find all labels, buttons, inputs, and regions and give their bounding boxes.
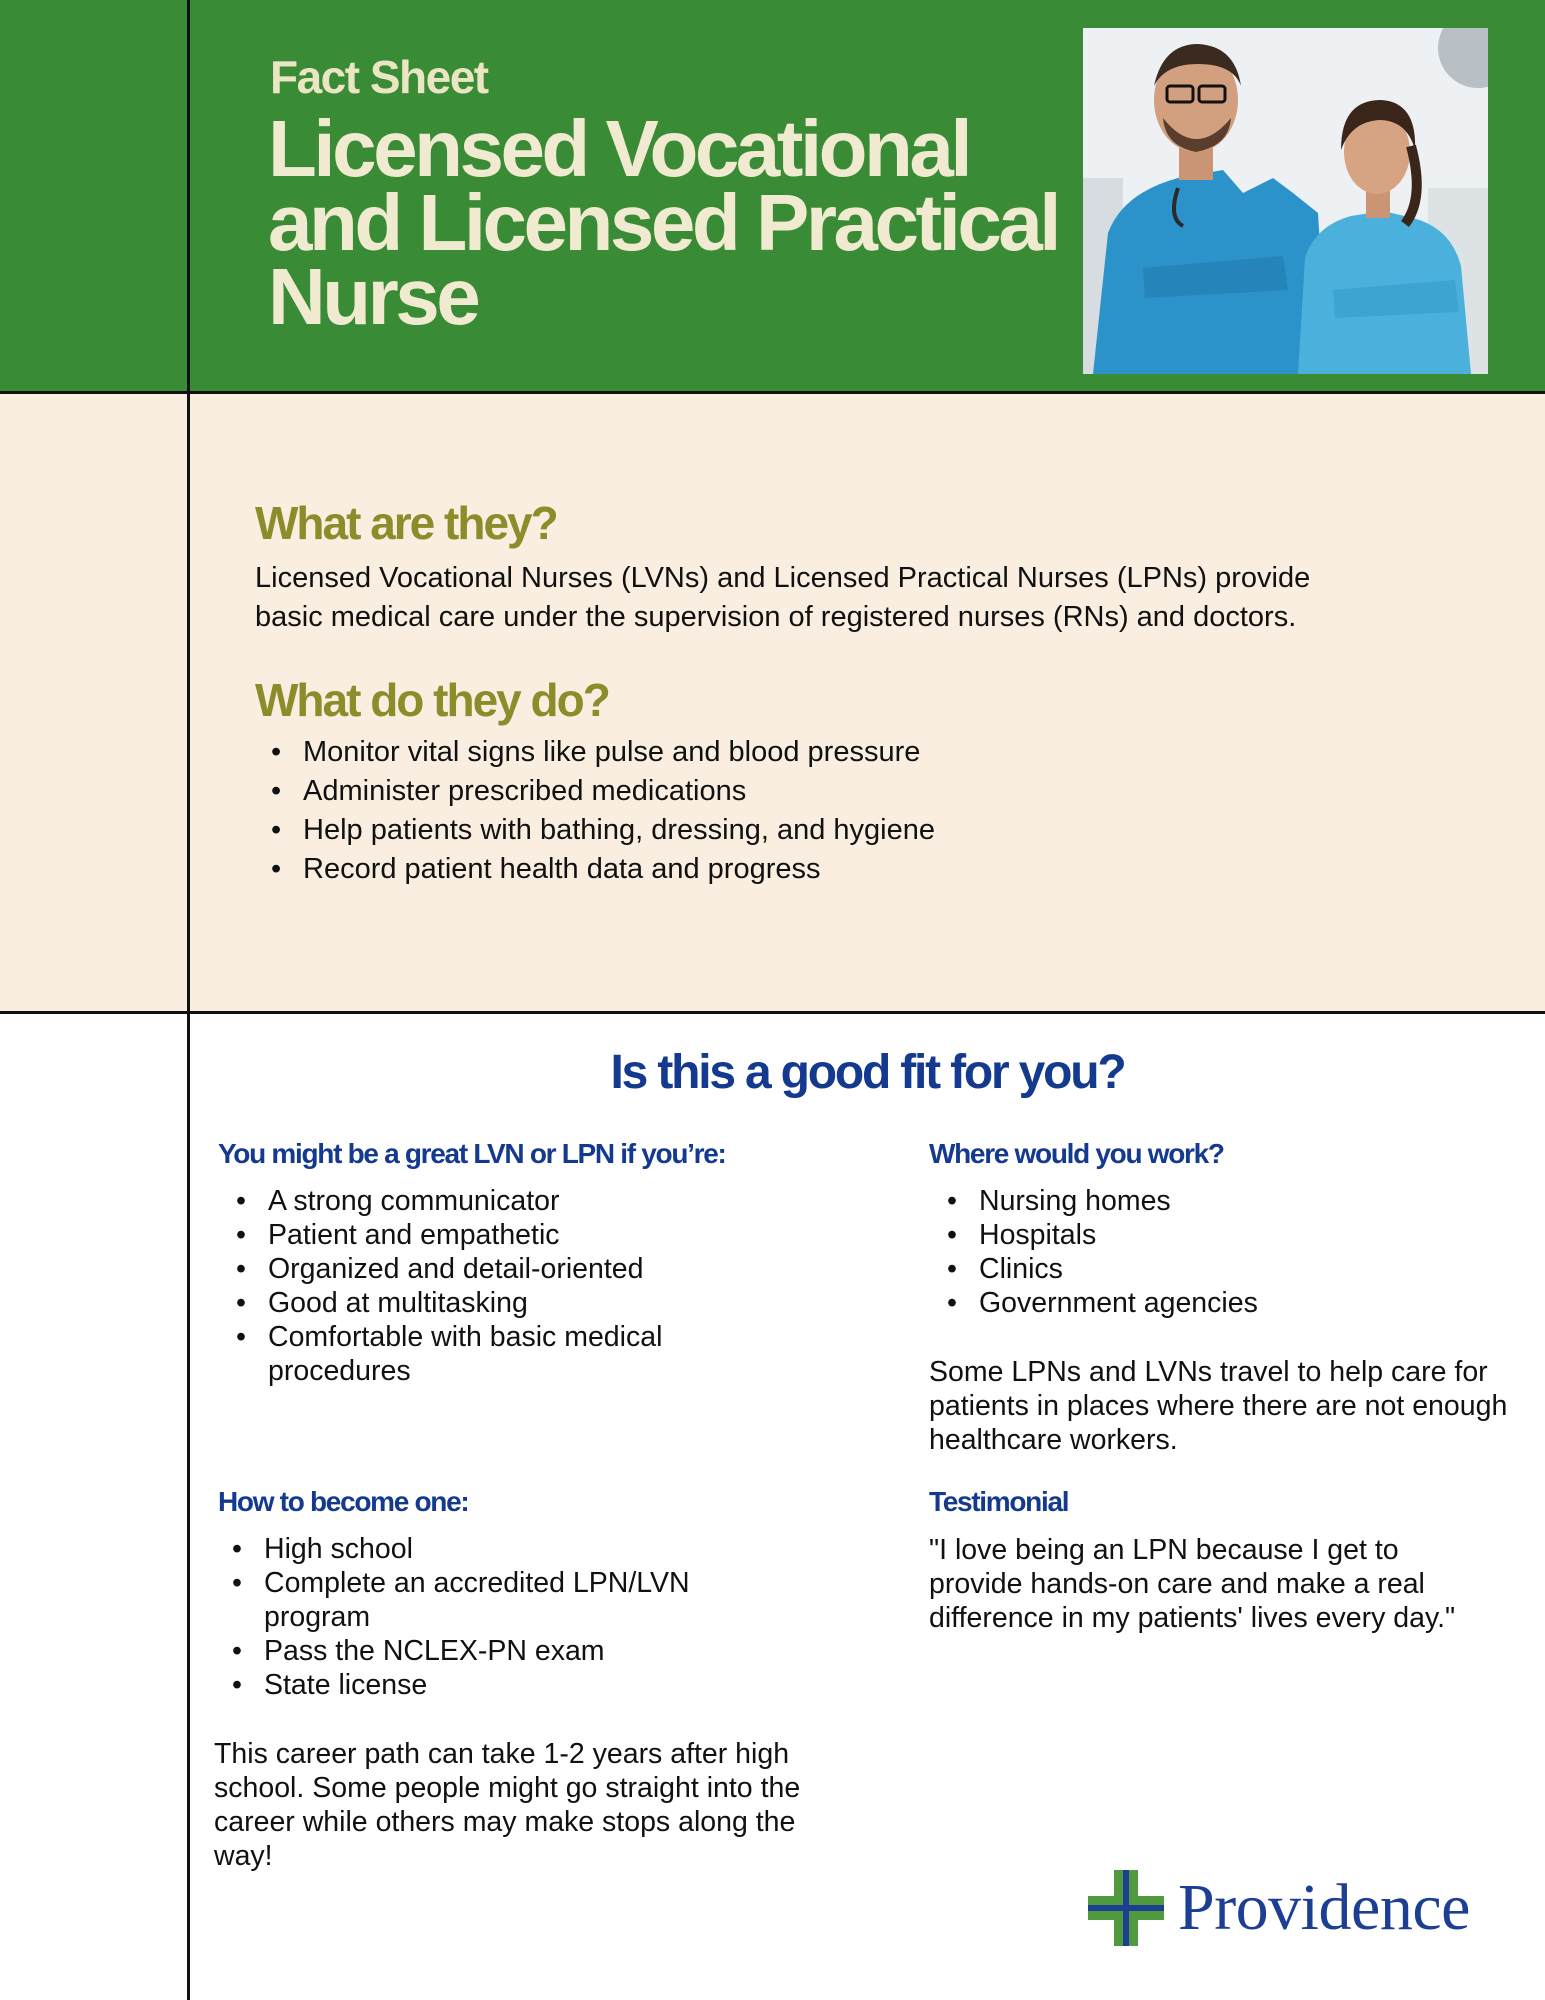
list-item: • Record patient health data and progress (257, 850, 1357, 889)
list-item: • Pass the NCLEX-PN exam (218, 1634, 778, 1668)
title-line: and Licensed Practical (268, 178, 1059, 267)
providence-logo (1086, 1868, 1486, 1950)
definition-line: Licensed Vocational Nurses (LVNs) and Licensed Practical Nurses (LPNs) provide (255, 562, 1311, 594)
list-item: • Organized and detail-oriented (222, 1252, 782, 1286)
list-item: • Administer prescribed medications (257, 772, 1357, 811)
list-item: • A strong communicator (222, 1184, 782, 1218)
list-item: • Hospitals (933, 1218, 1493, 1252)
list-item: • Nursing homes (933, 1184, 1493, 1218)
work-heading: Where would you work? (929, 1138, 1224, 1169)
horizontal-divider-top (0, 391, 1545, 394)
two-nurses-photo-icon (1083, 28, 1488, 374)
list-item: • Complete an accredited LPN/LVN program (218, 1566, 778, 1634)
definition-line: basic medical care under the supervision of registered nurses (RNs) and doctors. (255, 601, 1297, 633)
testimonial-quote: "I love being an LPN because I get to provide hands-on care and make a real difference in my patients' lives every day." (929, 1534, 1456, 1634)
list-item: • Help patients with bathing, dressing, and hygiene (257, 811, 1357, 850)
list-item: • Monitor vital signs like pulse and blood pressure (257, 733, 1357, 772)
what-do-they-do-heading: What do they do? (255, 674, 609, 726)
vertical-divider (187, 0, 190, 2000)
title-line: Nurse (268, 252, 478, 341)
duties-list (257, 733, 1357, 889)
overview-section (0, 394, 1545, 1011)
list-item: • State license (218, 1668, 778, 1702)
traits-list (222, 1184, 782, 1388)
workplaces-list (933, 1184, 1493, 1320)
traits-heading: You might be a great LVN or LPN if you’re: (218, 1138, 726, 1169)
become-heading: How to become one: (218, 1486, 469, 1517)
list-item: • Patient and empathetic (222, 1218, 782, 1252)
fact-sheet-label: Fact Sheet (270, 51, 488, 103)
list-item: • High school (218, 1532, 778, 1566)
page-title (268, 104, 1068, 341)
providence-cross-icon (1086, 1868, 1166, 1948)
travel-note: Some LPNs and LVNs travel to help care for patients in places where there are not enough healthcare workers. (929, 1356, 1508, 1456)
list-item: • Comfortable with basic medical procedures (222, 1320, 782, 1388)
list-item: • Clinics (933, 1252, 1493, 1286)
what-are-they-heading: What are they? (255, 497, 557, 549)
steps-list (218, 1532, 778, 1702)
fit-section-title: Is this a good fit for you? (610, 1046, 1125, 1099)
definition-paragraph (255, 559, 1455, 637)
providence-wordmark: Providence (1178, 1871, 1470, 1944)
horizontal-divider-middle (0, 1011, 1545, 1014)
title-line: Licensed Vocational (268, 104, 970, 193)
list-item: • Government agencies (933, 1286, 1493, 1320)
list-item: • Good at multitasking (222, 1286, 782, 1320)
career-note: This career path can take 1-2 years after high school. Some people might go straight into the career while others may make stops along the way! (214, 1738, 801, 1872)
testimonial-heading: Testimonial (929, 1486, 1069, 1517)
